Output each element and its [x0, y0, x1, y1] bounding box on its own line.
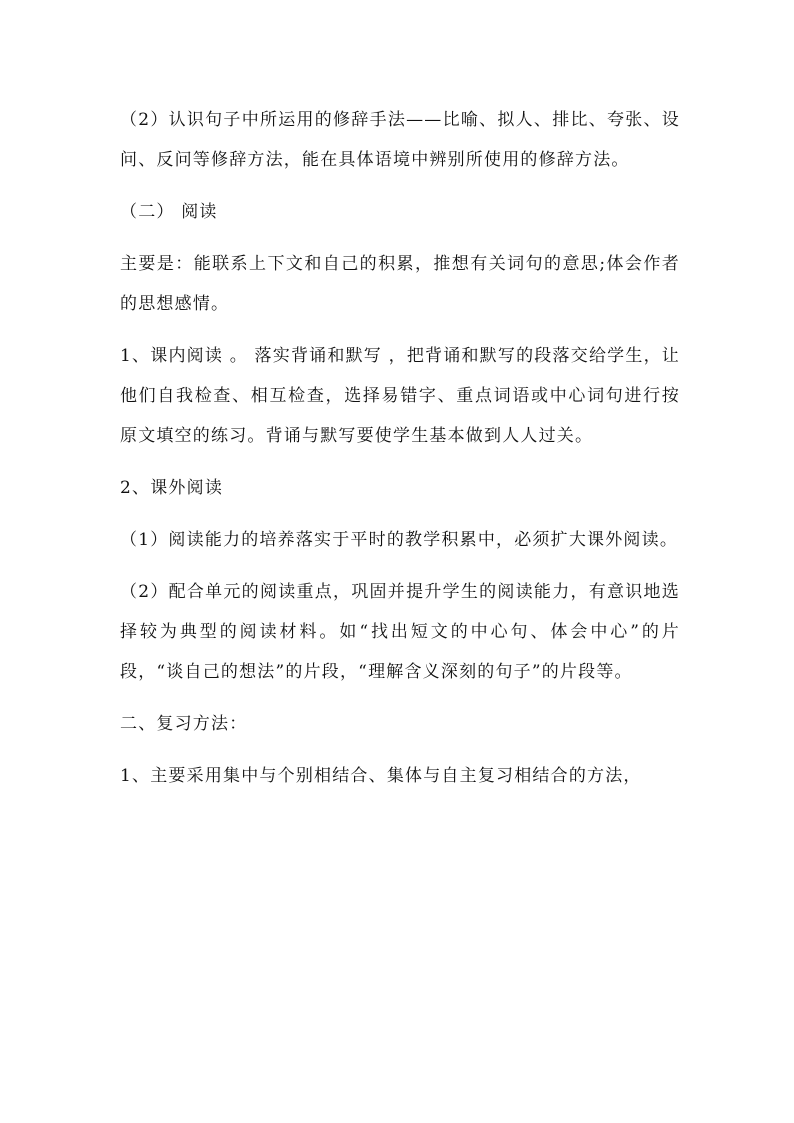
paragraph-review-method-1: 1、主要采用集中与个别相结合、集体与自主复习相结合的方法，	[120, 766, 642, 786]
heading-review-methods: 二、复习方法：	[120, 714, 248, 734]
paragraph-rhetoric: （2）认识句子中所运用的修辞手法——比喻、拟人、排比、夸张、设问、反问等修辞方法，能在具体语境中辨别所使用的修辞方法。	[120, 110, 680, 170]
paragraph-in-class-reading: 1、课内阅读 。 落实背诵和默写 ，把背诵和默写的段落交给学生，让他们自我检查、相互检查，选择易错字、重点词语或中心词句进行按原文填空的练习。背诵与默写要使学生基本做到人人过关。	[120, 346, 680, 446]
heading-reading: （二） 阅读	[120, 202, 218, 222]
paragraph-reading-main: 主要是：能联系上下文和自己的积累，推想有关词句的意思;体会作者的思想感情。	[120, 254, 680, 314]
paragraph-unit-reading-focus: （2）配合单元的阅读重点，巩固并提升学生的阅读能力，有意识地选择较为典型的阅读材料。如“找出短文的中心句、体会中心”的片段，“谈自己的想法”的片段，“理解含义深刻的句子”的片段等。	[120, 582, 680, 682]
heading-extracurricular-reading: 2、课外阅读	[120, 478, 224, 498]
document-body	[120, 100, 680, 808]
paragraph-reading-ability: （1）阅读能力的培养落实于平时的教学积累中，必须扩大课外阅读。	[120, 530, 679, 550]
